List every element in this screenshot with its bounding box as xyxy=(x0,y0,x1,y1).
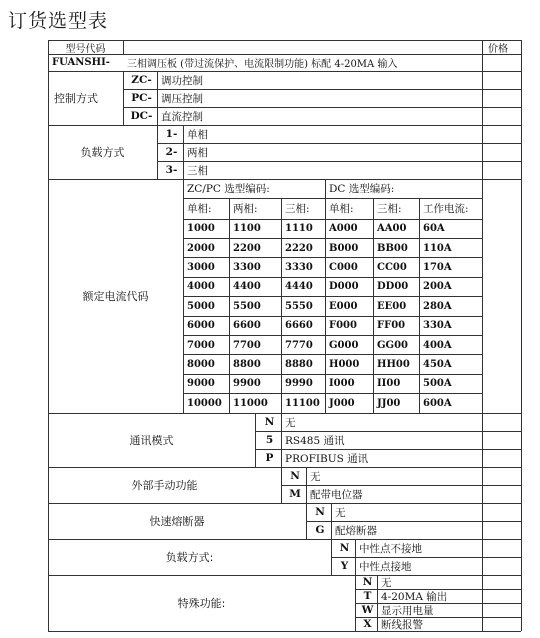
fuse-option-code: G xyxy=(315,524,325,536)
comm-mode-option-code: 5 xyxy=(265,434,274,446)
special-option-code: W xyxy=(361,604,374,616)
load-type-option-code: Y xyxy=(340,560,349,572)
current-code-cell: 1110 xyxy=(285,223,313,235)
current-code-cell: HH00 xyxy=(377,358,410,370)
current-code-cell: 11000 xyxy=(233,397,268,409)
current-code-header: 单相: xyxy=(329,203,354,215)
special-option-name: 无 xyxy=(381,576,392,589)
current-code-cell: 5000 xyxy=(187,300,215,312)
fuanshi-code: FUANSHI- xyxy=(52,57,110,68)
current-code-cell: GG00 xyxy=(377,339,408,351)
manual-label: 外部手动功能 xyxy=(131,479,198,492)
current-code-cell: 10000 xyxy=(187,397,222,409)
current-code-cell: 7700 xyxy=(233,339,261,351)
current-code-cell: G000 xyxy=(329,339,359,351)
current-code-cell: 7770 xyxy=(285,339,313,351)
comm-mode-label: 通讯模式 xyxy=(129,434,174,447)
current-code-cell: 5500 xyxy=(233,300,261,312)
current-code-cell: 1100 xyxy=(233,223,261,235)
load-mode-option-name: 两相 xyxy=(187,146,208,159)
current-code-cell: 450A xyxy=(423,358,452,370)
manual-option-name: 配带电位器 xyxy=(310,488,363,501)
dc-code-title: DC 选型编码: xyxy=(329,183,395,195)
current-code-cell: 400A xyxy=(423,339,452,351)
current-code-cell: 8000 xyxy=(187,358,215,370)
current-code-cell: F000 xyxy=(329,320,357,332)
current-code-cell: H000 xyxy=(329,358,360,370)
current-code-cell: 500A xyxy=(423,378,452,390)
load-mode-option-code: 3- xyxy=(165,164,178,176)
fuse-option-code: N xyxy=(315,506,325,518)
current-code-cell: 4400 xyxy=(233,281,261,293)
comm-mode-option-code: P xyxy=(265,452,274,464)
current-code-cell: 2200 xyxy=(233,242,261,254)
current-code-cell: JJ00 xyxy=(377,397,401,409)
special-option-name: 断线报警 xyxy=(381,618,423,631)
control-mode-option-code: ZC- xyxy=(131,74,152,86)
header-model-code: 型号代码 xyxy=(65,43,106,54)
current-code-cell: 6600 xyxy=(233,320,261,332)
load-mode-option-name: 单相 xyxy=(187,128,208,141)
current-code-cell: 3330 xyxy=(285,261,313,273)
comm-mode-option-name: RS485 通讯 xyxy=(285,434,345,447)
current-code-cell: 2220 xyxy=(285,242,313,254)
current-code-cell: 9000 xyxy=(187,378,215,390)
comm-mode-option-code: N xyxy=(264,416,275,428)
current-code-cell: 170A xyxy=(423,261,452,273)
fuse-option-name: 配熔断器 xyxy=(335,524,377,537)
current-code-cell: DD00 xyxy=(377,281,409,293)
special-option-name: 显示用电量 xyxy=(381,604,434,617)
current-code-cell: AA00 xyxy=(377,223,407,235)
load-mode-option-code: 2- xyxy=(165,146,178,158)
table-right-border xyxy=(521,40,522,631)
page-title: 订货选型表 xyxy=(8,10,109,32)
current-code-header: 单相: xyxy=(187,203,212,215)
special-option-code: T xyxy=(363,590,372,602)
rated-current-label: 额定电流代码 xyxy=(82,290,149,303)
current-code-header: 三相: xyxy=(285,203,310,215)
special-option-code: N xyxy=(362,576,373,588)
special-label: 特殊功能: xyxy=(177,597,226,610)
current-code-cell: 7000 xyxy=(187,339,215,351)
control-mode-option-name: 调功控制 xyxy=(161,74,203,87)
current-code-cell: 6660 xyxy=(285,320,313,332)
current-code-cell: 6000 xyxy=(187,320,215,332)
current-code-header: 两相: xyxy=(233,203,258,215)
control-mode-option-code: DC- xyxy=(130,110,153,122)
special-option-code: X xyxy=(363,618,372,630)
current-code-cell: 600A xyxy=(423,397,452,409)
zcpc-code-title: ZC/PC 选型编码: xyxy=(187,183,270,195)
current-code-cell: 8880 xyxy=(285,358,313,370)
control-mode-option-code: PC- xyxy=(131,92,152,104)
current-code-cell: 9900 xyxy=(233,378,261,390)
control-mode-label: 控制方式 xyxy=(54,92,98,105)
header-price: 价格 xyxy=(488,43,508,54)
manual-option-code: N xyxy=(290,470,300,482)
current-code-cell: J000 xyxy=(329,397,355,409)
current-code-header: 三相: xyxy=(377,203,402,215)
current-code-cell: EE00 xyxy=(377,300,407,312)
load-mode-label: 负载方式 xyxy=(80,146,125,159)
current-code-cell: E000 xyxy=(329,300,358,312)
load-mode-option-code: 1- xyxy=(165,128,178,140)
comm-mode-option-name: 无 xyxy=(285,416,296,429)
current-code-cell: 9990 xyxy=(285,378,313,390)
current-code-cell: 3300 xyxy=(233,261,261,273)
current-code-cell: 4440 xyxy=(285,281,313,293)
fuse-label: 快速熔断器 xyxy=(149,515,205,528)
current-code-cell: 4000 xyxy=(187,281,215,293)
current-code-cell: 2000 xyxy=(187,242,215,254)
current-code-cell: 3000 xyxy=(187,261,215,273)
current-code-cell: CC00 xyxy=(377,261,407,273)
current-code-cell: 330A xyxy=(423,320,452,332)
current-code-cell: C000 xyxy=(329,261,358,273)
fuse-option-name: 无 xyxy=(335,506,346,519)
current-code-cell: 60A xyxy=(423,223,445,235)
special-option-name: 4-20MA 输出 xyxy=(381,590,448,603)
current-code-cell: II00 xyxy=(377,378,401,390)
manual-option-name: 无 xyxy=(310,470,321,483)
current-code-cell: 1000 xyxy=(187,223,215,235)
load-mode-option-name: 三相 xyxy=(187,164,208,177)
current-code-cell: D000 xyxy=(329,281,359,293)
current-code-cell: A000 xyxy=(329,223,358,235)
current-code-cell: 200A xyxy=(423,281,452,293)
load-type-option-name: 中性点不接地 xyxy=(359,542,422,555)
load-type-option-code: N xyxy=(339,542,350,554)
current-code-cell: B000 xyxy=(329,242,359,254)
fuanshi-description: 三相调压板 (带过流保护、电流限制功能) 标配 4-20MA 输入 xyxy=(127,59,398,70)
current-code-cell: 110A xyxy=(423,242,452,254)
control-mode-option-name: 直流控制 xyxy=(161,110,203,123)
current-code-cell: 8800 xyxy=(233,358,261,370)
control-mode-option-name: 调压控制 xyxy=(161,92,203,105)
current-code-cell: 11100 xyxy=(285,397,320,409)
current-code-cell: 5550 xyxy=(285,300,313,312)
comm-mode-option-name: PROFIBUS 通讯 xyxy=(285,452,369,465)
load-type-label: 负载方式: xyxy=(165,551,214,564)
load-type-option-name: 中性点接地 xyxy=(359,560,412,573)
current-code-header: 工作电流: xyxy=(423,203,469,215)
current-code-cell: I000 xyxy=(329,378,355,390)
current-code-cell: FF00 xyxy=(377,320,406,332)
current-code-cell: 280A xyxy=(423,300,452,312)
current-code-cell: BB00 xyxy=(377,242,408,254)
manual-option-code: M xyxy=(289,488,301,500)
